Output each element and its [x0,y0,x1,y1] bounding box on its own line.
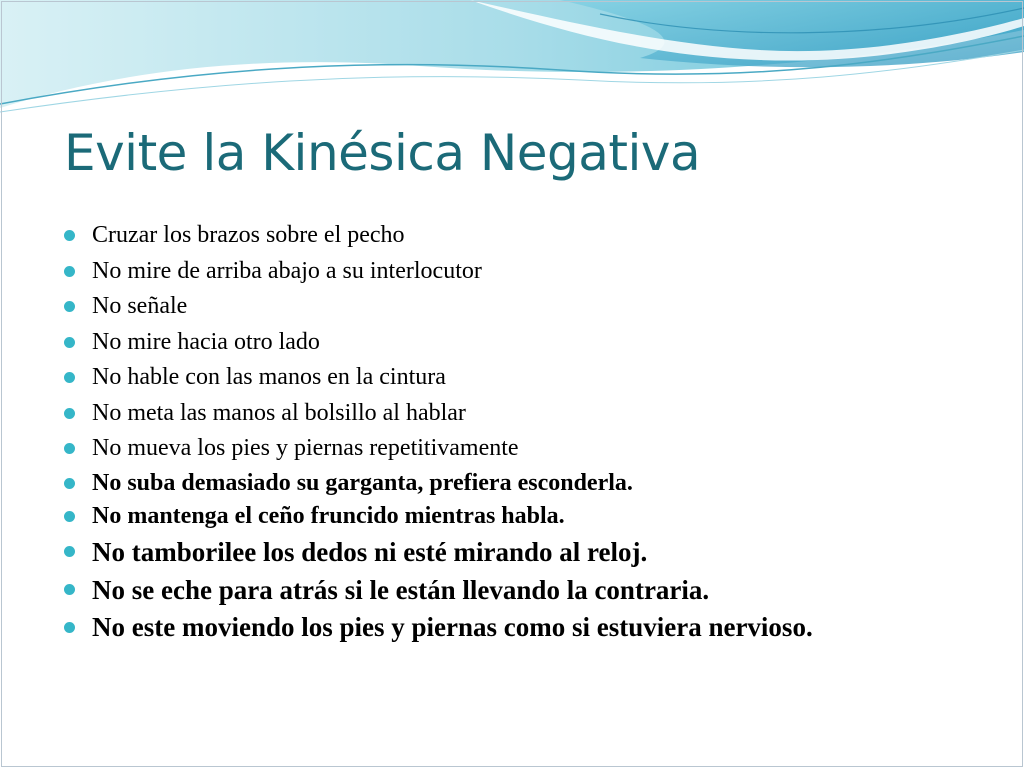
bullet-item [62,360,962,396]
bullet-text: No este moviendo los pies y piernas como si estuviera nervioso. [92,611,813,642]
bullet-dot-icon [64,337,75,348]
bullet-item [62,500,962,533]
bullet-text: No se eche para atrás si le están llevando la contraria. [92,574,710,605]
bullet-item [62,289,962,325]
bullet-text: No tamborilee los dedos ni esté mirando al reloj. [92,536,648,567]
bullet-dot-icon [64,584,75,595]
bullet-item [62,254,962,290]
bullet-item [62,533,962,571]
bullet-list [62,218,962,641]
bullet-dot-icon [64,443,75,454]
bullet-text: No mire hacia otro lado [92,328,320,355]
bullet-dot-icon [64,622,75,633]
bullet-item [62,571,962,609]
bullet-dot-icon [64,408,75,419]
bullet-item [62,325,962,361]
bullet-item [62,431,962,467]
bullet-dot-icon [64,546,75,557]
bullet-dot-icon [64,478,75,489]
bullet-item [62,218,962,254]
bullet-text: No meta las manos al bolsillo al hablar [92,399,466,426]
bullet-text: No mantenga el ceño fruncido mientras habla. [92,502,565,529]
bullet-text: No hable con las manos en la cintura [92,364,446,390]
bullet-text: Cruzar los brazos sobre el pecho [92,222,405,248]
bullet-text: No suba demasiado su garganta, prefiera esconderla. [92,469,633,496]
bullet-item [62,467,962,500]
wave-header-decoration [0,0,1024,120]
bullet-item [62,613,962,641]
bullet-dot-icon [64,301,75,312]
bullet-item [62,396,962,432]
slide-title: Evite la Kinésica Negativa [64,124,701,182]
bullet-dot-icon [64,372,75,383]
bullet-dot-icon [64,230,75,241]
bullet-text: No señale [92,293,188,319]
bullet-dot-icon [64,511,75,522]
bullet-text: No mueva los pies y piernas repetitivamente [92,435,519,461]
bullet-dot-icon [64,266,75,277]
bullet-text: No mire de arriba abajo a su interlocutor [92,257,482,284]
